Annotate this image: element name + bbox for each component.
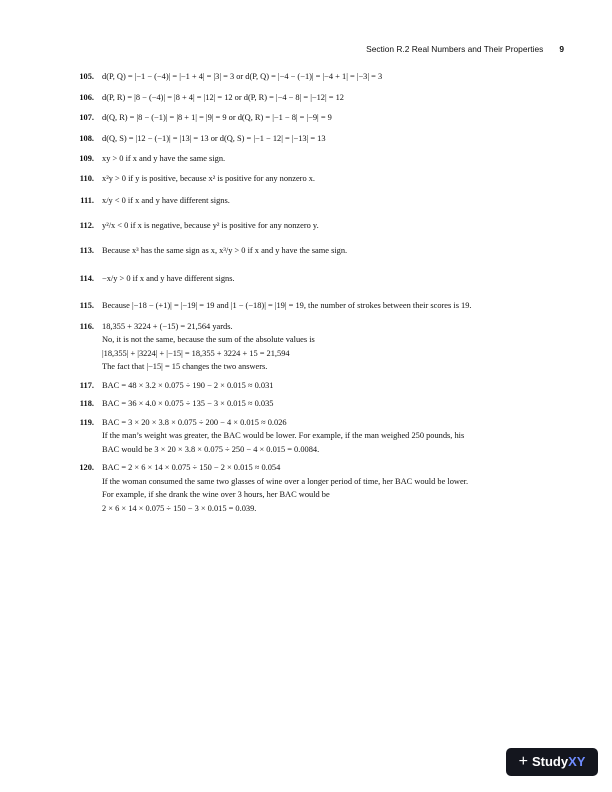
solution-line: |18,355| + |3224| + |−15| = 18,355 + 3224 + 15 = 21,594 — [102, 348, 290, 358]
solution-line: Because x³ has the same sign as x, x³/y > 0 if x and y have the same sign. — [102, 246, 348, 255]
solution-item — [70, 274, 568, 285]
solution-line: y²/x < 0 if x is negative, because y² is positive for any nonzero y. — [102, 220, 319, 230]
solution-line: For example, if she drank the wine over 3 hours, her BAC would be — [102, 490, 330, 499]
solution-line: BAC = 48 × 3.2 × 0.075 ÷ 190 − 2 × 0.015 ≈ 0.031 — [102, 380, 274, 390]
solution-body — [102, 93, 568, 104]
solution-item — [70, 399, 568, 410]
problem-number: 109. — [79, 154, 94, 163]
problem-number: 116. — [79, 321, 94, 331]
problem-number: 107. — [79, 113, 94, 122]
problem-number: 113. — [79, 246, 94, 255]
solution-item — [70, 154, 568, 165]
solution-line: d(P, Q) = |−1 − (−4)| = |−1 + 4| = |3| = 3 or d(P, Q) = |−4 − (−1)| = |−4 + 1| = |−3| = 3 — [102, 72, 383, 81]
problem-number: 108. — [79, 133, 94, 143]
solution-body — [102, 274, 568, 285]
solution-item — [70, 246, 568, 257]
solution-body — [102, 154, 568, 165]
logo-text: Study — [531, 753, 569, 769]
problem-number: 112. — [79, 220, 94, 230]
solution-body — [102, 196, 568, 207]
solution-item — [70, 196, 568, 207]
plus-icon: + — [518, 753, 528, 770]
solution-item — [70, 381, 568, 392]
solution-body — [102, 174, 568, 185]
problem-number: 119. — [79, 417, 94, 427]
problem-number: 118. — [79, 399, 94, 408]
solution-line: If the man’s weight was greater, the BAC would be lower. For example, if the man weighed 250 pounds, his — [102, 431, 465, 440]
solution-line: x/y < 0 if x and y have different signs. — [102, 196, 230, 205]
solution-body — [102, 246, 568, 257]
solution-line: −x/y > 0 if x and y have different signs. — [102, 273, 235, 283]
logo-text-accent: XY — [568, 753, 586, 769]
solution-body — [102, 72, 568, 83]
solution-line: d(Q, S) = |12 − (−1)| = |13| = 13 or d(Q, S) = |−1 − 12| = |−13| = 13 — [102, 133, 326, 143]
section-title: Section R.2 Real Numbers and Their Properties — [366, 44, 544, 54]
solution-item — [70, 134, 568, 145]
solution-item — [70, 301, 568, 312]
solution-item — [70, 72, 568, 83]
solution-item — [70, 221, 568, 232]
solution-body — [102, 221, 568, 232]
solution-line: Because |−18 − (+1)| = |−19| = 19 and |1 − (−18)| = |19| = 19, the number of strokes between their scores is 19. — [102, 301, 472, 310]
solution-line: 2 × 6 × 14 × 0.075 ÷ 150 − 3 × 0.015 = 0.039. — [102, 503, 257, 513]
solution-item — [70, 322, 568, 373]
studyxy-logo — [506, 748, 598, 776]
solution-item — [70, 418, 568, 456]
solution-line: The fact that |−15| = 15 changes the two answers. — [102, 362, 268, 371]
solution-line: x²y > 0 if y is positive, because x² is positive for any nonzero x. — [102, 173, 316, 183]
page-number: 9 — [559, 44, 564, 54]
problem-number: 115. — [79, 301, 94, 310]
solution-line: xy > 0 if x and y have the same sign. — [102, 154, 226, 163]
solution-body — [102, 113, 568, 124]
problem-number: 106. — [79, 92, 94, 102]
problem-number: 110. — [79, 173, 94, 183]
solution-body — [102, 301, 568, 312]
problem-number: 117. — [79, 380, 94, 390]
solution-line: BAC = 36 × 4.0 × 0.075 ÷ 135 − 3 × 0.015 ≈ 0.035 — [102, 399, 274, 408]
solution-item — [70, 174, 568, 185]
solution-line: BAC = 2 × 6 × 14 × 0.075 ÷ 150 − 2 × 0.015 ≈ 0.054 — [102, 463, 281, 472]
solution-body — [102, 418, 568, 456]
solution-item — [70, 463, 568, 514]
solution-body — [102, 381, 568, 392]
solution-body — [102, 463, 568, 514]
solutions-list — [70, 72, 568, 522]
solution-line: BAC would be 3 × 20 × 3.8 × 0.075 ÷ 250 − 4 × 0.015 = 0.0084. — [102, 444, 320, 454]
solution-item — [70, 93, 568, 104]
solution-line: BAC = 3 × 20 × 3.8 × 0.075 ÷ 200 − 4 × 0.015 ≈ 0.026 — [102, 417, 287, 427]
solution-line: d(P, R) = |8 − (−4)| = |8 + 4| = |12| = 12 or d(P, R) = |−4 − 8| = |−12| = 12 — [102, 92, 344, 102]
problem-number: 120. — [79, 463, 94, 472]
solution-line: No, it is not the same, because the sum of the absolute values is — [102, 335, 315, 344]
solution-line: If the woman consumed the same two glasses of wine over a longer period of time, her BAC would be lower. — [102, 476, 469, 486]
solution-body — [102, 134, 568, 145]
running-header — [200, 44, 564, 55]
solution-line: d(Q, R) = |8 − (−1)| = |8 + 1| = |9| = 9 or d(Q, R) = |−1 − 8| = |−9| = 9 — [102, 113, 332, 122]
solution-line: 18,355 + 3224 + (−15) = 21,564 yards. — [102, 321, 233, 331]
problem-number: 114. — [79, 273, 94, 283]
problem-number: 105. — [79, 72, 94, 81]
problem-number: 111. — [80, 196, 94, 205]
solution-body — [102, 399, 568, 410]
solution-item — [70, 113, 568, 124]
solution-body — [102, 322, 568, 373]
